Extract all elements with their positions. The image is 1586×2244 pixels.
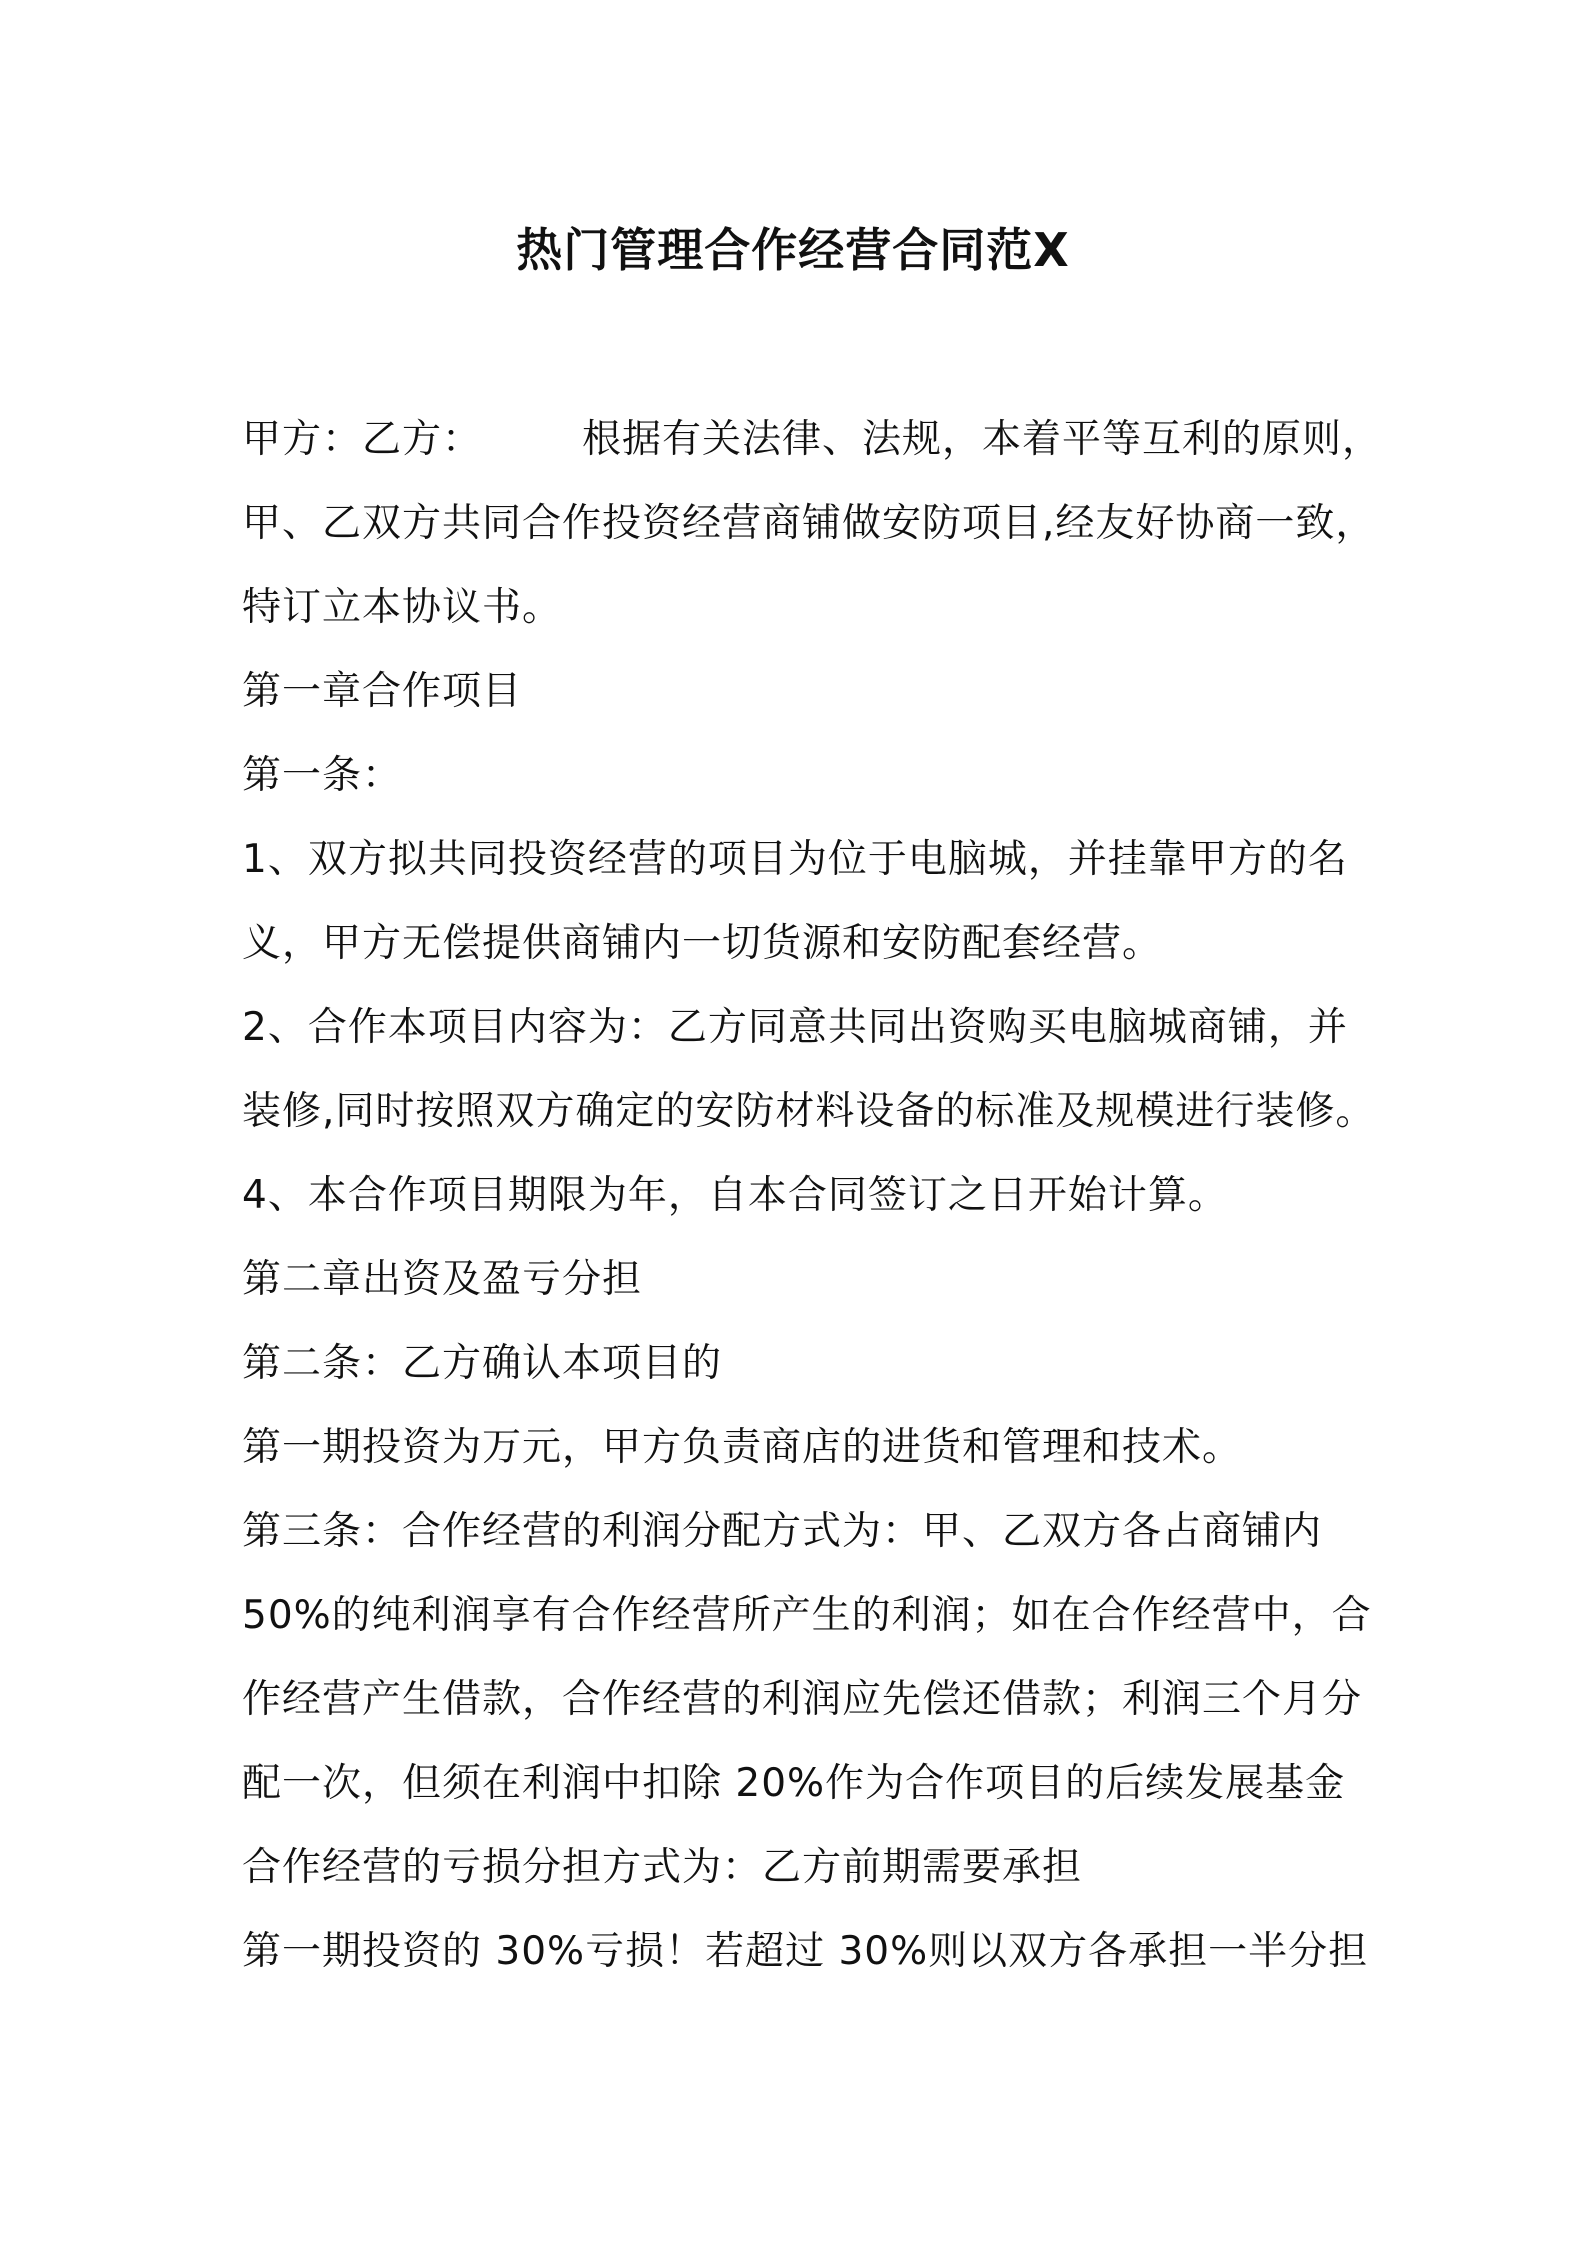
preamble-text: 根据有关法律、法规，本着平等互利的原则，	[582, 417, 1383, 462]
paragraph-line: 合作经营的亏损分担方式为：乙方前期需要承担	[242, 1845, 1083, 1890]
paragraph-line: 第一期投资为万元，甲方负责商店的进货和管理和技术。	[242, 1425, 1243, 1470]
paragraph-line: 50%的纯利润享有合作经营所产生的利润；如在合作经营中，合	[242, 1593, 1372, 1638]
chapter-heading: 第一章合作项目	[242, 669, 523, 714]
paragraph-line: 第三条：合作经营的利润分配方式为：甲、乙双方各占商铺内	[242, 1509, 1323, 1554]
paragraph-line: 义，甲方无偿提供商铺内一切货源和安防配套经营。	[242, 921, 1163, 966]
party-labels: 甲方：乙方：	[242, 417, 483, 462]
paragraph-line: 配一次，但须在利润中扣除 20%作为合作项目的后续发展基金	[242, 1761, 1346, 1806]
paragraph-line: 4、本合作项目期限为年，自本合同签订之日开始计算。	[242, 1173, 1228, 1218]
paragraph-line: 作经营产生借款，合作经营的利润应先偿还借款；利润三个月分	[242, 1677, 1363, 1722]
paragraph-line: 2、合作本项目内容为：乙方同意共同出资购买电脑城商铺，并	[242, 1005, 1348, 1050]
article-heading: 第二条：乙方确认本项目的	[242, 1341, 723, 1386]
paragraph-line: 特订立本协议书。	[242, 585, 563, 630]
document-title: 热门管理合作经营合同范X	[516, 223, 1070, 277]
paragraph-line: 第一期投资的 30%亏损！若超过 30%则以双方各承担一半分担	[242, 1929, 1369, 1974]
paragraph-line-1	[242, 398, 1383, 482]
paragraph-line: 甲、乙双方共同合作投资经营商铺做安防项目,经友好协商一致，	[242, 501, 1376, 546]
document-body	[242, 398, 1383, 1994]
article-heading: 第一条：	[242, 753, 403, 798]
paragraph-line: 装修,同时按照双方确定的安防材料设备的标准及规模进行装修。	[242, 1089, 1376, 1134]
chapter-heading: 第二章出资及盈亏分担	[242, 1257, 643, 1302]
paragraph-line: 1、双方拟共同投资经营的项目为位于电脑城，并挂靠甲方的名	[242, 837, 1348, 882]
